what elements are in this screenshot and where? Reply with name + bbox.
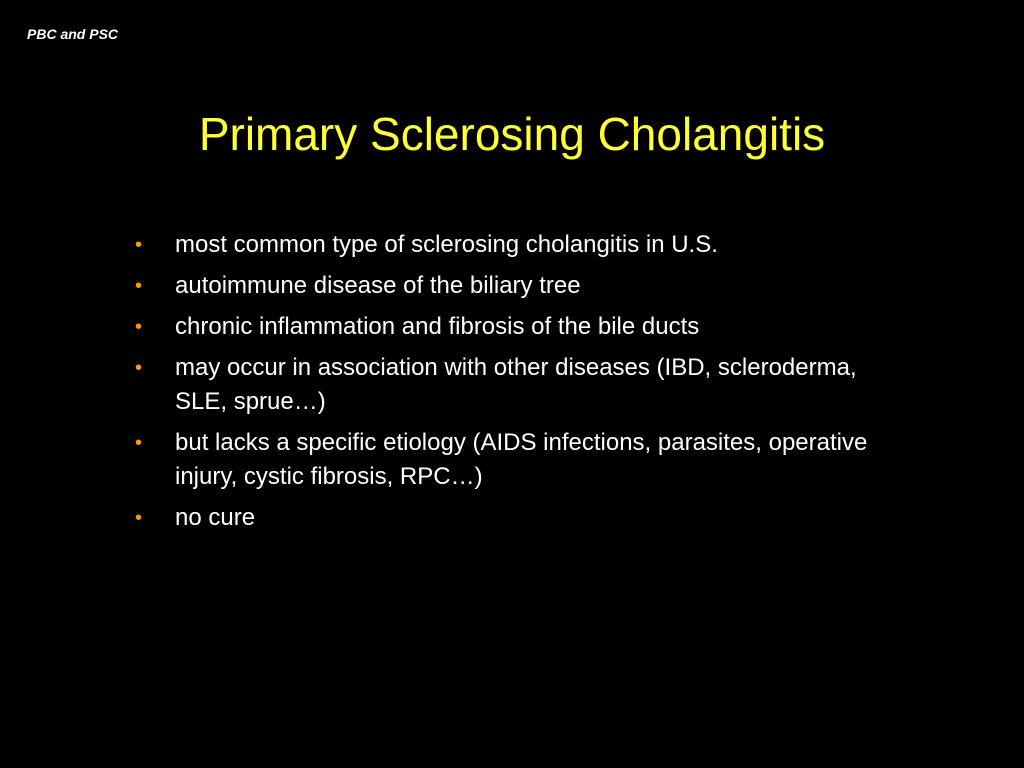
bullet-marker: • [135,316,143,338]
bullet-text: but lacks a specific etiology (AIDS infections, parasites, operative injury, cystic fibrosis, RPC…) [175,429,868,490]
bullet-marker: • [135,507,143,529]
bullet-text: most common type of sclerosing cholangitis in U.S. [175,231,718,258]
slide-header-label: PBC and PSC [27,26,119,42]
bullet-item [135,269,895,303]
bullet-item [135,351,895,419]
bullet-text: autoimmune disease of the biliary tree [175,272,581,299]
bullet-text: chronic inflammation and fibrosis of the bile ducts [175,313,700,340]
bullet-marker: • [135,275,143,297]
bullet-item [135,228,895,262]
bullet-marker: • [135,357,143,379]
slide-title: Primary Sclerosing Cholangitis [198,108,826,160]
bullet-text: may occur in association with other diseases (IBD, scleroderma, SLE, sprue…) [175,354,857,415]
bullet-item [135,501,895,535]
bullet-item [135,310,895,344]
bullet-list [135,228,895,542]
bullet-item [135,426,895,494]
bullet-marker: • [135,432,143,454]
bullet-text: no cure [175,504,256,531]
bullet-marker: • [135,234,143,256]
